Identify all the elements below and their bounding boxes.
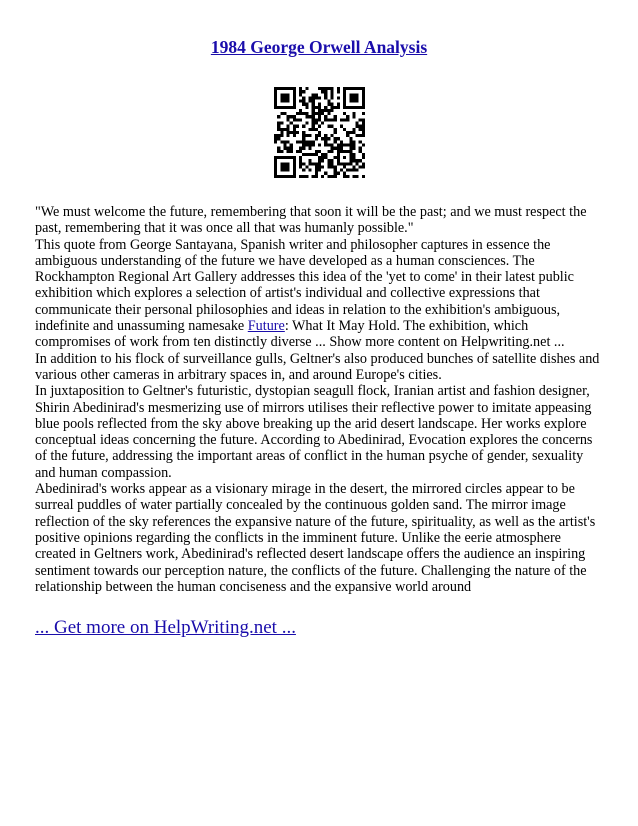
abedinirad-paragraph: In juxtaposition to Geltner's futuristic, dystopian seagull flock, Iranian artist and fashion designer, Shirin Abedinirad's mesmerizing use of mirrors utilises their reflective power to imitate appeasing blue pools reflected from the sky above breaking up the arid desert landscape. Her works explore conceptual ideas concerning the future. According to Abedinirad, Evocation explores the concerns of the future, addressing the important areas of conflict in the human psyche of gender, sexuality and human compassion. [35, 383, 593, 481]
future-link[interactable]: Future [247, 318, 285, 335]
qr-code-icon [274, 87, 365, 178]
intro-paragraph [35, 237, 605, 351]
geltner-paragraph: In addition to his flock of surveillance gulls, Geltner's also produced bunches of satellite dishes and various other cameras in arbitrary spaces in, and around Europe's cities. [35, 350, 600, 383]
intro-text: This quote from George Santayana, Spanish writer and philosopher captures in essence the ambiguous understanding of the future we have developed as a human consciences. The Rockhampton Regional Art Gallery addresses this idea of the 'yet to come' in their latest public exhibition which explores a selection of artist's individual and collective expressions that communicate their personal philosophies and ideas in relation to the exhibition's ambiguous, indefinite and unassuming namesake [35, 236, 574, 335]
quote-paragraph: "We must welcome the future, remembering that soon it will be the past; and we must respect the past, remembering that it was once all that was humanly possible." [35, 204, 587, 237]
document-title-link[interactable]: 1984 George Orwell Analysis [210, 37, 428, 57]
document-body [35, 204, 605, 595]
get-more-link[interactable]: ... Get more on HelpWriting.net ... [35, 617, 296, 638]
intro-text-continued: : What It May Hold. The exhibition, which compromises of work from ten distinctly diverse ... Show more content on Helpwriting.net ... [35, 318, 565, 351]
mirage-paragraph: Abedinirad's works appear as a visionary mirage in the desert, the mirrored circles appear to be surreal puddles of water partially concealed by the continuous golden sand. The mirror image reflection of the sky references the expansive nature of the future, spirituality, as well as the artist's positive opinions regarding the conflicts in the imminent future. Unlike the eerie atmosphere created in Geltners work, Abedinirad's reflected desert landscape offers the audience an inspiring sentiment towards our perception nature, the conflicts of the future. Challenging the nature of the relationship between the human conciseness and the expansive world around [35, 481, 596, 595]
